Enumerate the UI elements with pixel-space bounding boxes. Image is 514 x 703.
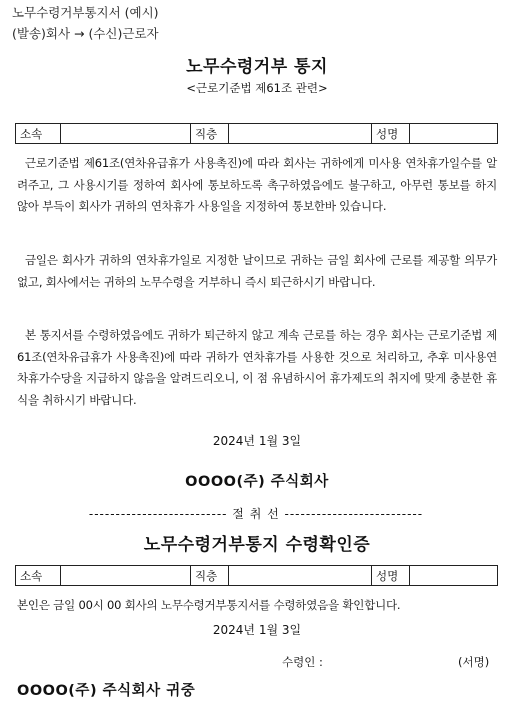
- document-label: 노무수령거부통지서 (예시): [12, 5, 159, 20]
- receipt-statement: 본인은 금일 00시 00 회사의 노무수령거부통지서를 수령하였음을 확인합니다.: [17, 598, 401, 612]
- receipt-info-table: [15, 565, 498, 586]
- notice-subtitle: <근로기준법 제61조 관련>: [186, 81, 328, 95]
- notice-paragraph-1: 근로기준법 제61조(연차유급휴가 사용촉진)에 따라 회사는 귀하에게 미사용 연차휴가일수를 알려주고, 그 사용시기를 정하여 회사에 통보하도록 촉구하였음에도 불구하고, 아무런 통보를 하지 않아 부득이 회사가 귀하의 연차휴가 사용일을 지정하여 통보한바 있습니다.: [17, 156, 497, 213]
- signature-label: (서명): [458, 655, 490, 669]
- dept-label: 소속: [16, 124, 61, 144]
- receipt-date: 2024년 1월 3일: [212, 623, 302, 637]
- receipt-position-label: 직층: [191, 566, 229, 586]
- notice-paragraph-2: 금일은 회사가 귀하의 연차휴가일로 지정한 날이므로 귀하는 금일 회사에 근로를 제공할 의무가 없고, 회사에서는 귀하의 노무수령을 거부하니 즉시 퇴근하시기 바랍니다.: [17, 253, 497, 289]
- receipt-addressee: OOOO(주) 주식회사 귀중: [17, 683, 196, 699]
- position-field[interactable]: [229, 124, 372, 144]
- cut-line: -------------------------- 절 취 선 --------------------------: [88, 507, 424, 521]
- receipt-name-label: 성명: [372, 566, 410, 586]
- receipt-position-field[interactable]: [229, 566, 372, 586]
- receipt-dept-label: 소속: [16, 566, 61, 586]
- receipt-title: 노무수령거부통지 수령확인증: [143, 535, 371, 555]
- name-field[interactable]: [410, 124, 498, 144]
- notice-paragraph-3: 본 통지서를 수령하였음에도 귀하가 퇴근하지 않고 계속 근로를 하는 경우 회사는 근로기준법 제61조(연차유급휴가 사용촉진)에 따라 귀하가 연차휴가를 사용한 것으로 처리하고, 추후 미사용연차휴가수당을 지급하지 않음을 알려드리오니, 이 점 유념하시어 휴가제도의 취지에 맞게 충분한 휴식을 취하시기 바랍니다.: [17, 328, 497, 407]
- notice-company: OOOO(주) 주식회사: [185, 474, 329, 490]
- receipt-dept-field[interactable]: [61, 566, 191, 586]
- dept-field[interactable]: [61, 124, 191, 144]
- position-label: 직층: [191, 124, 229, 144]
- route-line: (발송)회사 → (수신)근로자: [12, 26, 159, 41]
- recipient-label: 수령인 :: [282, 655, 323, 669]
- notice-date: 2024년 1월 3일: [212, 434, 302, 448]
- receipt-name-field[interactable]: [410, 566, 498, 586]
- notice-title: 노무수령거부 통지: [186, 57, 328, 77]
- notice-info-table: [15, 123, 498, 144]
- name-label: 성명: [372, 124, 410, 144]
